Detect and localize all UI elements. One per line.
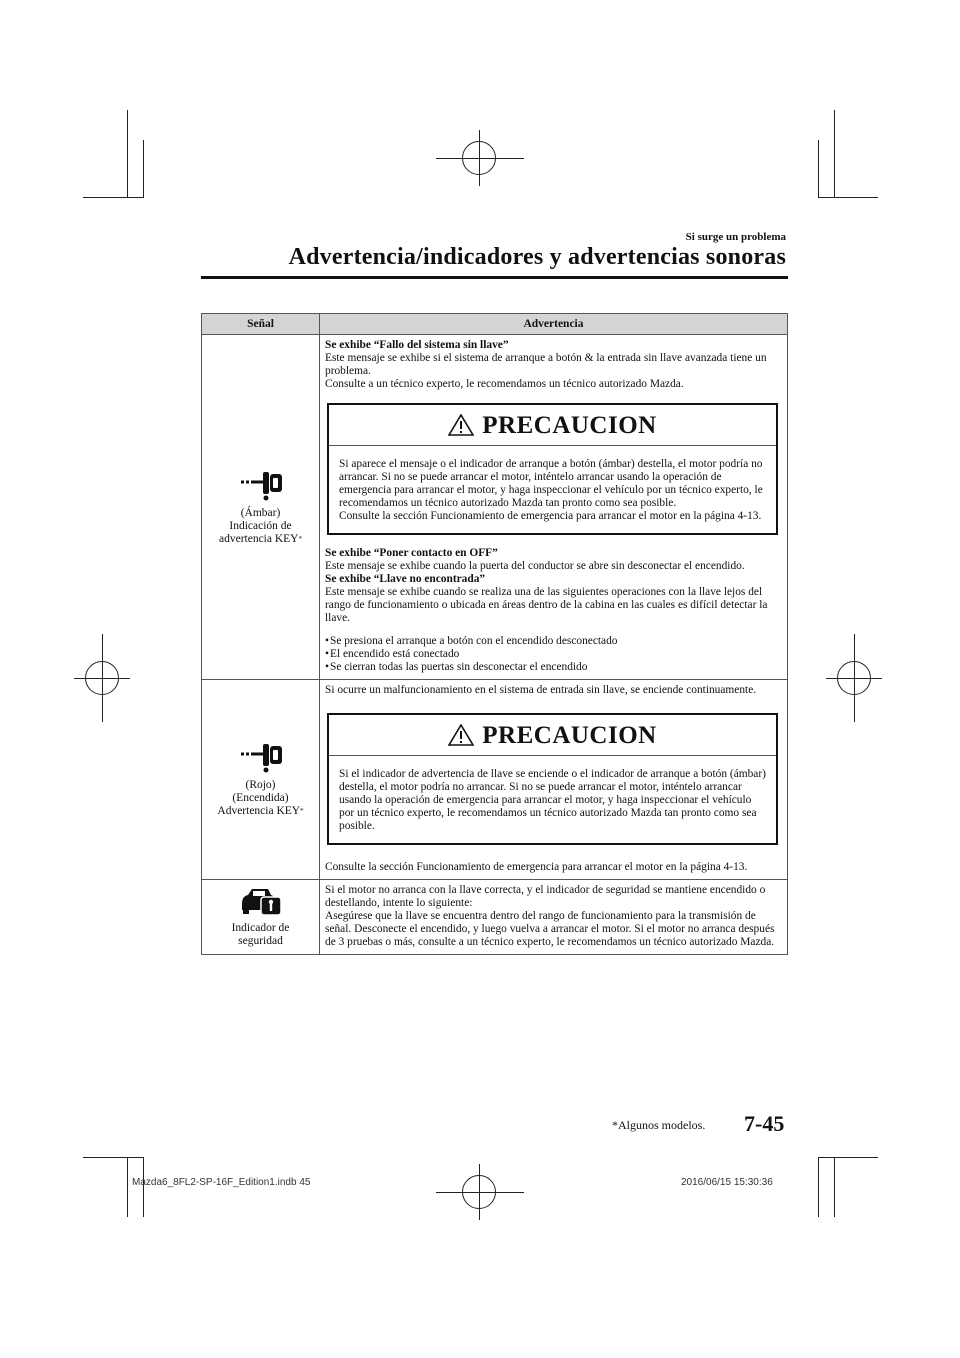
- warning-cell: [320, 680, 788, 880]
- warning-triangle-icon: [448, 414, 474, 436]
- message-title: Se exhibe “Fallo del sistema sin llave”: [325, 339, 509, 351]
- caution-box: [327, 713, 778, 845]
- message-title: Se exhibe “Llave no encontrada”: [325, 573, 486, 585]
- section-title: Si surge un problema: [685, 231, 786, 243]
- page-number: 7-45: [744, 1111, 785, 1136]
- signal-cell: [202, 880, 320, 955]
- key-warning-icon: [239, 469, 283, 501]
- message-body: Este mensaje se exhibe si el sistema de arranque a botón & la entrada sin llave avanzada tiene un problema.: [325, 352, 767, 377]
- page-title: Advertencia/indicadores y advertencias sonoras: [288, 244, 786, 270]
- message-title: Se exhibe “Poner contacto en OFF”: [325, 547, 498, 559]
- message-body: Si ocurre un malfuncionamiento en el sistema de entrada sin llave, se enciende continuamente.: [325, 684, 757, 696]
- warning-cell: [320, 880, 788, 955]
- caution-text: Consulte la sección Funcionamiento de emergencia para arrancar el motor en la página 4-13.: [339, 510, 762, 522]
- table-row: [202, 880, 788, 955]
- message-body: Este mensaje se exhibe cuando se realiza una de las siguientes operaciones con la llave lejos del rango de funcionamiento o ubicada en áreas dentro de la cabina en las cuales es difícil detectar la llave.: [325, 586, 768, 624]
- caution-text: Si el indicador de advertencia de llave se enciende o el indicador de arranque a botón (ámbar) destella, el motor podría no arrancar. Si no se puede arrancar el motor, inténtelo arrancar usando la operación de emergencia para arrancar el motor, y haga inspeccionar el vehículo por un técnico experto, le recomendamos un técnico autorizado Mazda tan pronto como sea posible.: [339, 768, 766, 832]
- warning-cell: [320, 335, 788, 680]
- print-timestamp: 2016/06/15 15:30:36: [681, 1177, 773, 1188]
- signal-label: (Ámbar) Indicación de advertencia KEY*: [218, 506, 302, 545]
- message-body: Consulte a un técnico experto, le recomendamos un técnico autorizado Mazda.: [325, 378, 684, 390]
- list-item: • El encendido está conectado: [325, 648, 460, 660]
- caution-text: Si aparece el mensaje o el indicador de arranque a botón (ámbar) destella, el motor podría no arrancar. Si no se puede arrancar el motor, inténtelo arrancar usando la operación de emergencia para arrancar el motor, y haga inspeccionar el vehículo por un técnico experto, le recomendamos un técnico autorizado Mazda tan pronto como sea posible.: [339, 458, 763, 509]
- signal-cell: [202, 680, 320, 880]
- signal-cell: [202, 335, 320, 680]
- signal-label: (Rojo) (Encendida) Advertencia KEY*: [217, 779, 304, 817]
- signal-table: [201, 313, 788, 955]
- table-row: [202, 680, 788, 880]
- warning-triangle-icon: [448, 724, 474, 746]
- col-warning-header: Advertencia: [320, 314, 788, 335]
- list-item: • Se presiona el arranque a botón con el encendido desconectado: [325, 635, 618, 647]
- message-body: Asegúrese que la llave se encuentra dentro del rango de funcionamiento para la transmisión de señal. Desconecte el encendido, y luego vuelva a arrancar el motor. Si el motor no arranca después de 3 pruebas o más, consulte a un técnico experto, le recomendamos un técnico autorizado Mazda.: [325, 910, 775, 948]
- message-body: Si el motor no arranca con la llave correcta, y el indicador de seguridad se mantiene encendido o destellando, intente lo siguiente:: [325, 884, 766, 909]
- table-row: [202, 335, 788, 680]
- footnote: *Algunos modelos.: [612, 1118, 706, 1132]
- caution-title: PRECAUCION: [482, 411, 657, 439]
- message-body: Consulte la sección Funcionamiento de emergencia para arrancar el motor en la página 4-13.: [325, 861, 748, 873]
- signal-label: Indicador de seguridad: [231, 922, 290, 947]
- caution-box: [327, 403, 778, 535]
- header-rule: [201, 276, 788, 279]
- security-indicator-icon: [239, 886, 283, 916]
- col-signal-header: Señal: [202, 314, 320, 335]
- list-item: • Se cierran todas las puertas sin desconectar el encendido: [325, 661, 588, 673]
- key-warning-icon: [239, 741, 283, 773]
- message-body: Este mensaje se exhibe cuando la puerta del conductor se abre sin desconectar el encendido.: [325, 560, 745, 572]
- table-header-row: [202, 314, 788, 335]
- caution-title: PRECAUCION: [482, 721, 657, 749]
- file-info: Mazda6_8FL2-SP-16F_Edition1.indb 45: [132, 1177, 311, 1188]
